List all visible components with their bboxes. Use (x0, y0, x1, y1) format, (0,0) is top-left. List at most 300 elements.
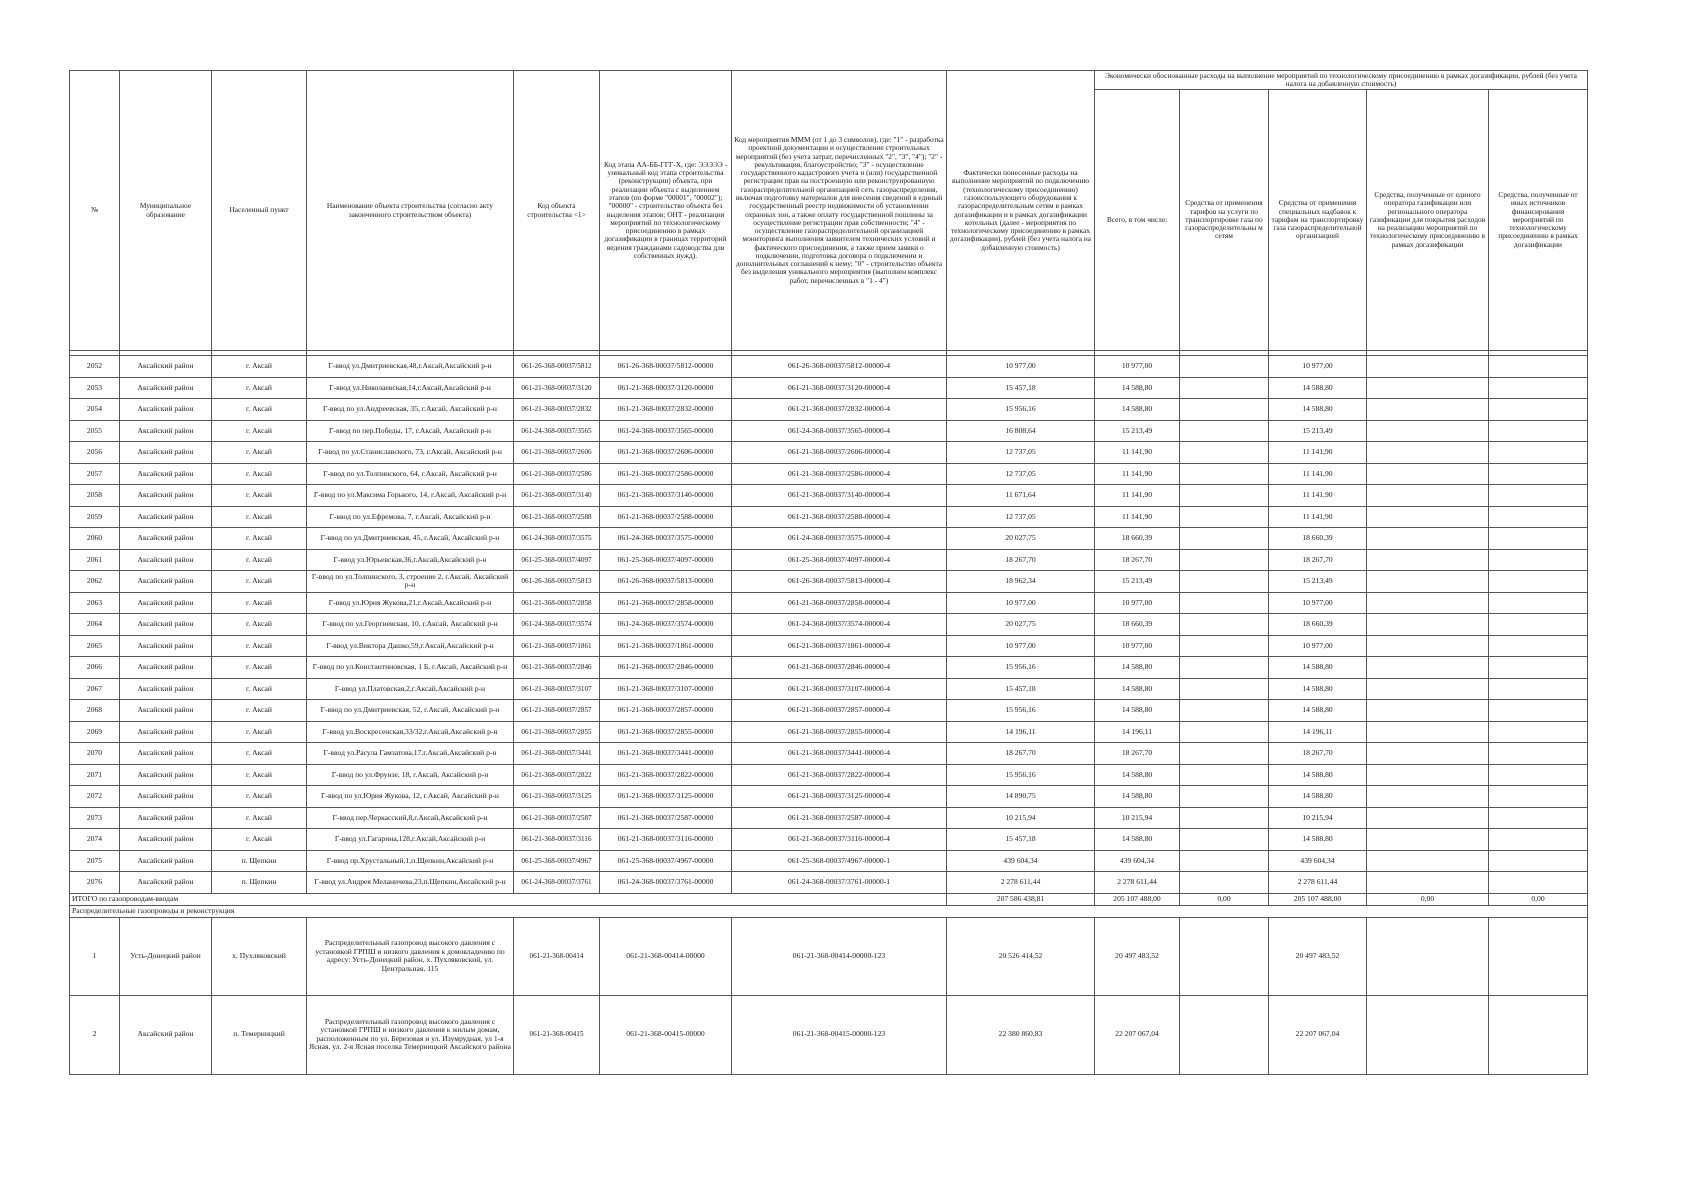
stage-code-cell: 061-21-368-00037/3107-00000 (600, 678, 732, 700)
table-row (70, 614, 1588, 636)
activity-code-cell: 061-21-368-00037/2855-00000-4 (732, 721, 947, 743)
other-sources-cell (1489, 743, 1588, 765)
municipality-cell: Аксайский район (120, 850, 212, 872)
other-sources-cell (1489, 917, 1588, 995)
table-row (70, 485, 1588, 507)
object-code-cell: 061-25-368-00037/4097 (514, 549, 600, 571)
object-name-cell: Г-ввод по ул.Андреевская, 35, г.Аксай, Аксайский р-н (307, 399, 514, 421)
actual-costs-cell: 20 027,75 (947, 528, 1095, 550)
municipality-cell: Аксайский район (120, 399, 212, 421)
settlement-cell: п. Щепкин (212, 872, 307, 894)
stage-code-cell: 061-24-368-00037/3574-00000 (600, 614, 732, 636)
other-sources-cell (1489, 995, 1588, 1074)
row-number: 2068 (70, 700, 120, 722)
object-name-cell: Г-ввод по ул.Дмитриевская, 52, г.Аксай, Аксайский р-н (307, 700, 514, 722)
total-cell: 15 213,49 (1095, 420, 1180, 442)
municipality-cell: Аксайский район (120, 463, 212, 485)
total-cell: 11 141,90 (1095, 506, 1180, 528)
table-row (70, 356, 1588, 378)
total-cell: 10 977,00 (1095, 592, 1180, 614)
stage-code-cell: 061-21-368-00414-00000 (600, 917, 732, 995)
total-cell: 18 267,70 (1095, 743, 1180, 765)
row-number: 2069 (70, 721, 120, 743)
markup-cell: 14 196,11 (1269, 721, 1367, 743)
stage-code-cell: 061-21-368-00037/3140-00000 (600, 485, 732, 507)
total-cell: 11 141,90 (1095, 463, 1180, 485)
table-row (70, 807, 1588, 829)
tariff-cell (1180, 721, 1269, 743)
object-name-cell: Г-ввод по пер.Победы, 17, г.Аксай, Аксайский р-н (307, 420, 514, 442)
object-name-cell: Г-ввод по ул.Георгиевская, 10, г.Аксай, Аксайский р-н (307, 614, 514, 636)
row-number: 2073 (70, 807, 120, 829)
object-code-cell: 061-21-368-00037/2586 (514, 463, 600, 485)
stage-code-cell: 061-21-368-00037/2855-00000 (600, 721, 732, 743)
settlement-cell: х. Пухляковский (212, 917, 307, 995)
other-sources-cell (1489, 786, 1588, 808)
activity-code-cell: 061-21-368-00037/3125-00000-4 (732, 786, 947, 808)
tariff-cell (1180, 657, 1269, 679)
table-row (70, 743, 1588, 765)
municipality-cell: Аксайский район (120, 528, 212, 550)
operator-cell (1367, 917, 1489, 995)
table-row (70, 829, 1588, 851)
header-object-code: Код объекта строительства <1> (514, 71, 600, 351)
markup-cell: 14 588,80 (1269, 700, 1367, 722)
settlement-cell: г. Аксай (212, 549, 307, 571)
total-cell: 10 215,94 (1095, 807, 1180, 829)
municipality-cell: Аксайский район (120, 743, 212, 765)
object-code-cell: 061-25-368-00037/4967 (514, 850, 600, 872)
settlement-cell: г. Аксай (212, 635, 307, 657)
stage-code-cell: 061-21-368-00037/2858-00000 (600, 592, 732, 614)
settlement-cell: г. Аксай (212, 377, 307, 399)
markup-cell: 18 660,39 (1269, 528, 1367, 550)
total-markup-cell: 205 107 488,00 (1269, 893, 1367, 905)
total-cell: 10 977,00 (1095, 635, 1180, 657)
other-sources-cell (1489, 571, 1588, 593)
other-sources-cell (1489, 528, 1588, 550)
other-sources-cell (1489, 356, 1588, 378)
object-code-cell: 061-24-368-00037/3575 (514, 528, 600, 550)
row-number: 2063 (70, 592, 120, 614)
actual-costs-cell: 15 956,16 (947, 764, 1095, 786)
object-name-cell: Г-ввод ул.Юрия Жукова,21,г.Аксай,Аксайский р-н (307, 592, 514, 614)
settlement-cell: г. Аксай (212, 657, 307, 679)
markup-cell: 11 141,90 (1269, 442, 1367, 464)
tariff-cell (1180, 850, 1269, 872)
municipality-cell: Аксайский район (120, 995, 212, 1074)
total-oper-cell: 0,00 (1367, 893, 1489, 905)
activity-code-cell: 061-21-368-00037/2822-00000-4 (732, 764, 947, 786)
stage-code-cell: 061-21-368-00037/2588-00000 (600, 506, 732, 528)
activity-code-cell: 061-21-368-00414-00000-123 (732, 917, 947, 995)
section-label: Распределительные газопроводы и реконструкция (70, 905, 1588, 917)
settlement-cell: г. Аксай (212, 721, 307, 743)
other-sources-cell (1489, 485, 1588, 507)
object-code-cell: 061-21-368-00037/2587 (514, 807, 600, 829)
operator-cell (1367, 635, 1489, 657)
activity-code-cell: 061-24-368-00037/3565-00000-4 (732, 420, 947, 442)
municipality-cell: Аксайский район (120, 807, 212, 829)
object-code-cell: 061-24-368-00037/3565 (514, 420, 600, 442)
activity-code-cell: 061-21-368-00037/3140-00000-4 (732, 485, 947, 507)
object-name-cell: Г-ввод ул.Юрьевская,36,г.Аксай,Аксайский р-н (307, 549, 514, 571)
actual-costs-cell: 20 526 414,52 (947, 917, 1095, 995)
row-number: 2057 (70, 463, 120, 485)
row-number: 2070 (70, 743, 120, 765)
municipality-cell: Аксайский район (120, 764, 212, 786)
municipality-cell: Аксайский район (120, 614, 212, 636)
header-single-operator: Средства, полученные от единого оператора газификации или регионального оператора газификации для покрытия расходов на реализацию мероприятий по технологическому присоединению в рамках догазификации (1367, 90, 1489, 351)
markup-cell: 18 660,39 (1269, 614, 1367, 636)
municipality-cell: Аксайский район (120, 549, 212, 571)
object-code-cell: 061-24-368-00037/3574 (514, 614, 600, 636)
stage-code-cell: 061-24-368-00037/3565-00000 (600, 420, 732, 442)
activity-code-cell: 061-21-368-00037/2586-00000-4 (732, 463, 947, 485)
markup-cell: 20 497 483,52 (1269, 917, 1367, 995)
object-code-cell: 061-21-368-00037/2855 (514, 721, 600, 743)
operator-cell (1367, 420, 1489, 442)
row-number: 2075 (70, 850, 120, 872)
table-row (70, 377, 1588, 399)
table-row (70, 635, 1588, 657)
municipality-cell: Аксайский район (120, 356, 212, 378)
table-row (70, 528, 1588, 550)
total-cell: 11 141,90 (1095, 485, 1180, 507)
table-row (70, 721, 1588, 743)
total-other-cell: 0,00 (1489, 893, 1588, 905)
object-name-cell: Г-ввод ул.Платовская,2,г.Аксай,Аксайский р-н (307, 678, 514, 700)
settlement-cell: г. Аксай (212, 399, 307, 421)
total-cell: 14 588,80 (1095, 399, 1180, 421)
total-fact-cell: 207 586 438,81 (947, 893, 1095, 905)
actual-costs-cell: 11 671,64 (947, 485, 1095, 507)
total-cell: 14 588,80 (1095, 829, 1180, 851)
object-name-cell: Г-ввод ул.Андрея Меланичева,23,п.Щепкин,Аксайский р-н (307, 872, 514, 894)
row-number: 2074 (70, 829, 120, 851)
header-settlement: Населенный пункт (212, 71, 307, 351)
table-row (70, 657, 1588, 679)
markup-cell: 15 213,49 (1269, 420, 1367, 442)
object-code-cell: 061-21-368-00037/3120 (514, 377, 600, 399)
settlement-cell: г. Аксай (212, 786, 307, 808)
activity-code-cell: 061-26-368-00037/5813-00000-4 (732, 571, 947, 593)
settlement-cell: г. Аксай (212, 614, 307, 636)
header-special-markups: Средства от применения специальных надбавок к тарифам на транспортировку газа газораспределительной организацией (1269, 90, 1367, 351)
row-number: 2061 (70, 549, 120, 571)
stage-code-cell: 061-26-368-00037/5813-00000 (600, 571, 732, 593)
municipality-cell: Аксайский район (120, 721, 212, 743)
markup-cell: 10 977,00 (1269, 635, 1367, 657)
municipality-cell: Аксайский район (120, 442, 212, 464)
tariff-cell (1180, 995, 1269, 1074)
activity-code-cell: 061-21-368-00415-00000-123 (732, 995, 947, 1074)
municipality-cell: Аксайский район (120, 678, 212, 700)
markup-cell: 14 588,80 (1269, 399, 1367, 421)
other-sources-cell (1489, 463, 1588, 485)
operator-cell (1367, 657, 1489, 679)
municipality-cell: Аксайский район (120, 592, 212, 614)
object-code-cell: 061-21-368-00037/2832 (514, 399, 600, 421)
stage-code-cell: 061-21-368-00037/1861-00000 (600, 635, 732, 657)
settlement-cell: г. Аксай (212, 506, 307, 528)
actual-costs-cell: 15 457,18 (947, 678, 1095, 700)
total-cell: 14 588,80 (1095, 377, 1180, 399)
total-cell: 15 213,49 (1095, 571, 1180, 593)
settlement-cell: п. Темерницкий (212, 995, 307, 1074)
row-number: 2062 (70, 571, 120, 593)
tariff-cell (1180, 917, 1269, 995)
stage-code-cell: 061-26-368-00037/5812-00000 (600, 356, 732, 378)
header-tariff-transport: Средства от применения тарифов на услуги по транспортировке газа по газораспределительны м сетям (1180, 90, 1269, 351)
settlement-cell: г. Аксай (212, 743, 307, 765)
markup-cell: 14 588,80 (1269, 764, 1367, 786)
row-number: 2060 (70, 528, 120, 550)
tariff-cell (1180, 872, 1269, 894)
object-name-cell: Г-ввод ул.Виктора Дашко,59,г.Аксай,Аксайский р-н (307, 635, 514, 657)
object-name-cell: Г-ввод ул.Николаевская,14,г.Аксай,Аксайский р-н (307, 377, 514, 399)
tariff-cell (1180, 743, 1269, 765)
tariff-cell (1180, 377, 1269, 399)
municipality-cell: Аксайский район (120, 700, 212, 722)
markup-cell: 11 141,90 (1269, 463, 1367, 485)
total-cell: 14 588,80 (1095, 678, 1180, 700)
object-code-cell: 061-21-368-00037/2588 (514, 506, 600, 528)
markup-cell: 15 213,49 (1269, 571, 1367, 593)
other-sources-cell (1489, 377, 1588, 399)
activity-code-cell: 061-25-368-00037/4967-00000-1 (732, 850, 947, 872)
object-name-cell: Г-ввод по ул.Толпинского, 64, г.Аксай, Аксайский р-н (307, 463, 514, 485)
activity-code-cell: 061-21-368-00037/2588-00000-4 (732, 506, 947, 528)
total-cell: 18 660,39 (1095, 528, 1180, 550)
actual-costs-cell: 12 737,05 (947, 442, 1095, 464)
actual-costs-cell: 15 457,18 (947, 377, 1095, 399)
stage-code-cell: 061-24-368-00037/3575-00000 (600, 528, 732, 550)
table-row (70, 506, 1588, 528)
municipality-cell: Аксайский район (120, 506, 212, 528)
markup-cell: 14 588,80 (1269, 786, 1367, 808)
total-cell: 18 267,70 (1095, 549, 1180, 571)
object-name-cell: Г-ввод по ул.Константиновская, 1 Б, г.Аксай, Аксайский р-н (307, 657, 514, 679)
operator-cell (1367, 377, 1489, 399)
activity-code-cell: 061-21-368-00037/2858-00000-4 (732, 592, 947, 614)
municipality-cell: Усть-Донецкий район (120, 917, 212, 995)
object-name-cell: Распределительный газопровод высокого давления с установкой ГРПШ и низкого давления к жилым домам, расположенным по ул. Березовая и ул. Изумрудная, ул 1-я Ясная, ул. 2-я Ясная поселка Темерницкий Аксайского района (307, 995, 514, 1074)
other-sources-cell (1489, 850, 1588, 872)
operator-cell (1367, 442, 1489, 464)
activity-code-cell: 061-24-368-00037/3574-00000-4 (732, 614, 947, 636)
total-tariff-cell: 0,00 (1180, 893, 1269, 905)
operator-cell (1367, 571, 1489, 593)
total-cell: 14 588,80 (1095, 700, 1180, 722)
activity-code-cell: 061-21-368-00037/2857-00000-4 (732, 700, 947, 722)
stage-code-cell: 061-21-368-00037/2857-00000 (600, 700, 732, 722)
object-code-cell: 061-21-368-00414 (514, 917, 600, 995)
object-code-cell: 061-21-368-00037/2846 (514, 657, 600, 679)
operator-cell (1367, 485, 1489, 507)
operator-cell (1367, 549, 1489, 571)
total-cell: 10 977,00 (1095, 356, 1180, 378)
table-row (70, 571, 1588, 593)
operator-cell (1367, 786, 1489, 808)
object-name-cell: Г-ввод по ул.Ефремова, 7, г.Аксай, Аксайский р-н (307, 506, 514, 528)
object-code-cell: 061-21-368-00037/2606 (514, 442, 600, 464)
activity-code-cell: 061-25-368-00037/4097-00000-4 (732, 549, 947, 571)
table-row (70, 678, 1588, 700)
actual-costs-cell: 14 196,11 (947, 721, 1095, 743)
tariff-cell (1180, 807, 1269, 829)
section-row (70, 905, 1588, 917)
row-number: 2059 (70, 506, 120, 528)
markup-cell: 10 977,00 (1269, 592, 1367, 614)
actual-costs-cell: 10 977,00 (947, 356, 1095, 378)
row-number: 2053 (70, 377, 120, 399)
tariff-cell (1180, 700, 1269, 722)
row-number: 2064 (70, 614, 120, 636)
table-row (70, 549, 1588, 571)
other-sources-cell (1489, 764, 1588, 786)
total-cell: 20 497 483,52 (1095, 917, 1180, 995)
table-row (70, 700, 1588, 722)
total-cell: 22 207 067,04 (1095, 995, 1180, 1074)
stage-code-cell: 061-24-368-00037/3761-00000 (600, 872, 732, 894)
tariff-cell (1180, 485, 1269, 507)
municipality-cell: Аксайский район (120, 829, 212, 851)
total-row (70, 893, 1588, 905)
object-code-cell: 061-21-368-00037/3116 (514, 829, 600, 851)
activity-code-cell: 061-24-368-00037/3575-00000-4 (732, 528, 947, 550)
row-number: 2065 (70, 635, 120, 657)
row-number: 2055 (70, 420, 120, 442)
markup-cell: 18 267,70 (1269, 549, 1367, 571)
markup-cell: 10 977,00 (1269, 356, 1367, 378)
tariff-cell (1180, 420, 1269, 442)
total-cell: 439 604,34 (1095, 850, 1180, 872)
municipality-cell: Аксайский район (120, 571, 212, 593)
other-sources-cell (1489, 807, 1588, 829)
tariff-cell (1180, 463, 1269, 485)
markup-cell: 14 588,80 (1269, 377, 1367, 399)
settlement-cell: г. Аксай (212, 592, 307, 614)
total-cell: 14 588,80 (1095, 786, 1180, 808)
actual-costs-cell: 10 977,00 (947, 592, 1095, 614)
operator-cell (1367, 528, 1489, 550)
row-number: 2 (70, 995, 120, 1074)
activity-code-cell: 061-21-368-00037/3116-00000-4 (732, 829, 947, 851)
other-sources-cell (1489, 829, 1588, 851)
object-name-cell: Г-ввод по ул.Толпинского, 3, строение 2, г.Аксай, Аксайский р-н (307, 571, 514, 593)
operator-cell (1367, 995, 1489, 1074)
activity-code-cell: 061-21-368-00037/3120-00000-4 (732, 377, 947, 399)
markup-cell: 14 588,80 (1269, 657, 1367, 679)
stage-code-cell: 061-21-368-00037/2822-00000 (600, 764, 732, 786)
stage-code-cell: 061-21-368-00037/3120-00000 (600, 377, 732, 399)
stage-code-cell: 061-21-368-00037/2606-00000 (600, 442, 732, 464)
other-sources-cell (1489, 549, 1588, 571)
markup-cell: 18 267,70 (1269, 743, 1367, 765)
tariff-cell (1180, 678, 1269, 700)
other-sources-cell (1489, 872, 1588, 894)
object-name-cell: Г-ввод по ул.Юрия Жукова, 12, г.Аксай, Аксайский р-н (307, 786, 514, 808)
table-row (70, 420, 1588, 442)
actual-costs-cell: 12 737,05 (947, 506, 1095, 528)
header-activity-code: Код мероприятия МММ (от 1 до 3 символов), где: "1" - разработка проектной документации и осуществление строительных мероприятий (без учета затрат, перечисленных "2", "3", "4"); "2" - рекультивация, благоустройство; "3" - осуществление государственного кадастрового учета и (или) государственной регистрации прав на построенную или реконструированную газораспределительной организацией сеть газораспределения, включая подготовку материалов для внесения сведений в единый государственный реестр недвижимости об установлении охранных зон, а также оплату государственной пошлины за осуществление регистрации прав собственности; "4" - осуществление газораспределительной организацией мониторинга выполнения заявителем технических условий и фактического присоединения, а также прием заявки о подключении, подготовка договора о подключении и дополнительных соглашений к нему; "0" - строительство объекта без выделения уникального мероприятия (выполнен комплекс работ, перечисленных в "1 - 4") (732, 71, 947, 351)
activity-code-cell: 061-21-368-00037/2606-00000-4 (732, 442, 947, 464)
markup-cell: 439 604,34 (1269, 850, 1367, 872)
total-label: ИТОГО по газопроводам-вводам (70, 893, 947, 905)
object-name-cell: Г-ввод по ул.Фрунзе, 18, г.Аксай, Аксайский р-н (307, 764, 514, 786)
object-name-cell: Г-ввод по ул.Дмитриевская, 45, г.Аксай, Аксайский р-н (307, 528, 514, 550)
activity-code-cell: 061-21-368-00037/2846-00000-4 (732, 657, 947, 679)
row-number: 2067 (70, 678, 120, 700)
actual-costs-cell: 10 215,94 (947, 807, 1095, 829)
object-code-cell: 061-21-368-00037/3107 (514, 678, 600, 700)
operator-cell (1367, 506, 1489, 528)
table-row (70, 442, 1588, 464)
table-row (70, 872, 1588, 894)
object-code-cell: 061-21-368-00037/1861 (514, 635, 600, 657)
municipality-cell: Аксайский район (120, 377, 212, 399)
markup-cell: 22 207 067,04 (1269, 995, 1367, 1074)
object-code-cell: 061-21-368-00037/2857 (514, 700, 600, 722)
tariff-cell (1180, 549, 1269, 571)
table-row (70, 592, 1588, 614)
actual-costs-cell: 15 956,16 (947, 657, 1095, 679)
other-sources-cell (1489, 721, 1588, 743)
actual-costs-cell: 15 956,16 (947, 700, 1095, 722)
other-sources-cell (1489, 442, 1588, 464)
settlement-cell: г. Аксай (212, 528, 307, 550)
tariff-cell (1180, 829, 1269, 851)
settlement-cell: п. Щепкин (212, 850, 307, 872)
actual-costs-cell: 15 956,16 (947, 399, 1095, 421)
object-code-cell: 061-21-368-00037/2858 (514, 592, 600, 614)
stage-code-cell: 061-21-368-00037/2586-00000 (600, 463, 732, 485)
other-sources-cell (1489, 420, 1588, 442)
activity-code-cell: 061-21-368-00037/2832-00000-4 (732, 399, 947, 421)
actual-costs-cell: 18 962,34 (947, 571, 1095, 593)
activity-code-cell: 061-21-368-00037/2587-00000-4 (732, 807, 947, 829)
actual-costs-cell: 18 267,70 (947, 743, 1095, 765)
total-cell: 11 141,90 (1095, 442, 1180, 464)
operator-cell (1367, 721, 1489, 743)
header-stage-code: Код этапа АА-ББ-ГГГ-Х, где: ЭЭЭЭЭ - уникальный код этапа строительства (реконструкции) объекта, при реализации объекта с выделением этапов (по форме "00001", "00002"); "00000" - строительство объекта без выделения этапов; ОНТ - реализация мероприятий по технологическому присоединению в рамках догазификации в границах территорий ведения гражданами садоводства для собственных нужд). (600, 71, 732, 351)
settlement-cell: г. Аксай (212, 700, 307, 722)
operator-cell (1367, 399, 1489, 421)
markup-cell: 14 588,80 (1269, 829, 1367, 851)
actual-costs-cell: 2 278 611,44 (947, 872, 1095, 894)
table-row (70, 463, 1588, 485)
tariff-cell (1180, 786, 1269, 808)
other-sources-cell (1489, 700, 1588, 722)
total-cell: 14 588,80 (1095, 657, 1180, 679)
header-total-incl: Всего, в том числе: (1095, 90, 1180, 351)
object-code-cell: 061-26-368-00037/5813 (514, 571, 600, 593)
tariff-cell (1180, 399, 1269, 421)
operator-cell (1367, 743, 1489, 765)
actual-costs-cell: 10 977,00 (947, 635, 1095, 657)
row-number: 2056 (70, 442, 120, 464)
stage-code-cell: 061-21-368-00037/2832-00000 (600, 399, 732, 421)
table-row (70, 399, 1588, 421)
table-row (70, 786, 1588, 808)
stage-code-cell: 061-21-368-00415-00000 (600, 995, 732, 1074)
row-number: 1 (70, 917, 120, 995)
stage-code-cell: 061-21-368-00037/3125-00000 (600, 786, 732, 808)
other-sources-cell (1489, 399, 1588, 421)
tariff-cell (1180, 528, 1269, 550)
markup-cell: 14 588,80 (1269, 678, 1367, 700)
